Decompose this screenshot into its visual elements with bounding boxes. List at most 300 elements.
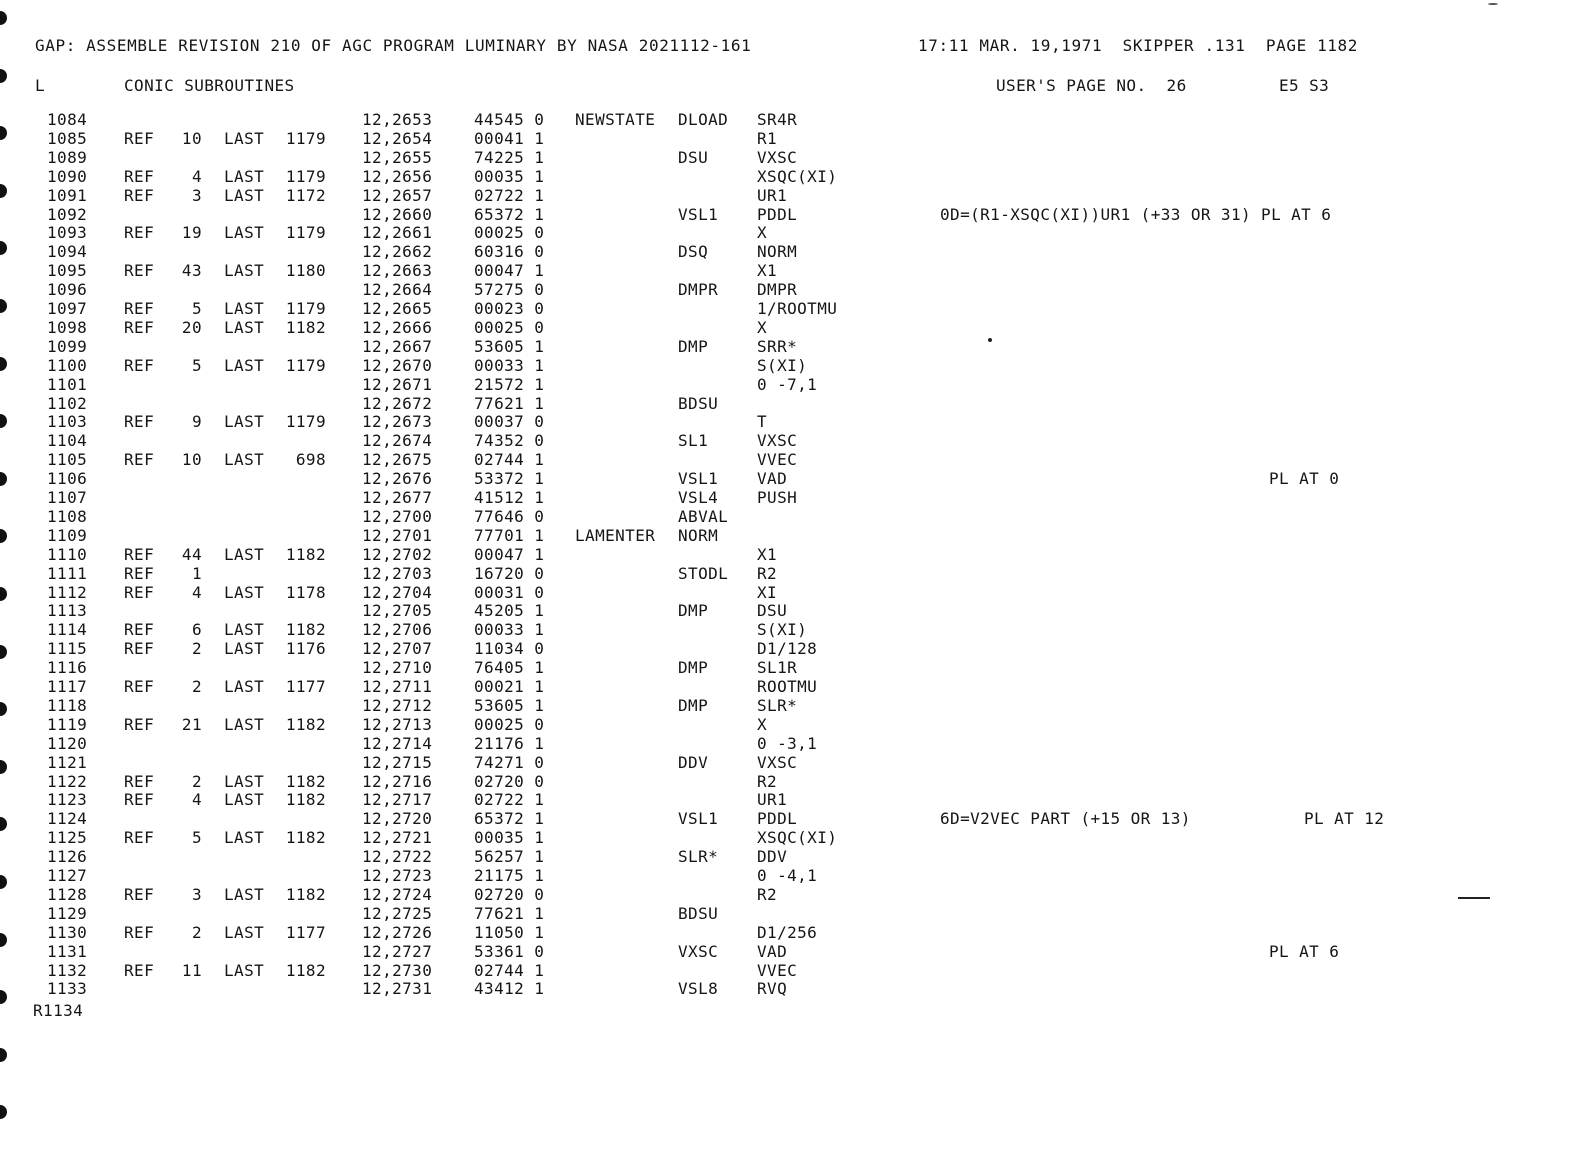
- binder-hole: [0, 645, 7, 659]
- sheet-code: E5 S3: [1279, 76, 1330, 95]
- opcode: DMP: [678, 336, 709, 356]
- ref-keyword: REF: [124, 450, 155, 470]
- memory-address: 12,2725: [362, 903, 433, 923]
- octal-word: 00025 0: [474, 714, 545, 734]
- operand: 0 -4,1: [757, 866, 818, 885]
- binder-hole: [0, 241, 7, 255]
- ref-count: 5: [191, 299, 202, 318]
- memory-address: 12,2677: [362, 488, 433, 507]
- last-page: 1179: [285, 128, 326, 148]
- line-number: 1131: [47, 941, 88, 961]
- symbol-label: NEWSTATE: [575, 110, 656, 129]
- ref-count: 3: [191, 185, 202, 205]
- line-number: 1095: [47, 261, 88, 281]
- octal-word: 16720 0: [474, 563, 545, 583]
- opcode: ABVAL: [678, 506, 729, 526]
- opcode: BDSU: [678, 903, 719, 923]
- symbol-label: LAMENTER: [575, 525, 656, 545]
- binder-hole: [0, 299, 7, 313]
- last-page: 698: [295, 450, 326, 470]
- opcode: STODL: [678, 563, 729, 583]
- ref-keyword: REF: [124, 317, 155, 337]
- octal-word: 02722 1: [474, 790, 545, 810]
- last-keyword: LAST: [224, 299, 265, 318]
- binder-hole: [0, 11, 7, 25]
- ref-count: 10: [181, 450, 202, 470]
- last-keyword: LAST: [224, 828, 265, 848]
- octal-word: 53372 1: [474, 469, 545, 489]
- operand: X: [757, 714, 768, 734]
- line-number: 1129: [47, 903, 88, 923]
- user-page-number: USER'S PAGE NO. 26: [996, 76, 1187, 95]
- last-page: 1179: [285, 223, 326, 243]
- line-number: 1133: [47, 979, 88, 999]
- operand: SL1R: [757, 658, 798, 678]
- operand: VXSC: [757, 752, 798, 772]
- memory-address: 12,2730: [362, 960, 433, 980]
- memory-address: 12,2707: [362, 639, 433, 659]
- line-number: 1113: [47, 601, 88, 621]
- end-line-marker: R1134: [33, 1001, 84, 1020]
- octal-word: 77621 1: [474, 903, 545, 923]
- speck: [988, 338, 992, 342]
- line-number: 1111: [47, 563, 88, 583]
- line-number: 1118: [47, 695, 88, 715]
- line-number: 1104: [47, 431, 88, 451]
- operand: VVEC: [757, 960, 798, 980]
- operand: PDDL: [757, 809, 798, 829]
- last-page: 1172: [285, 185, 326, 205]
- last-keyword: LAST: [224, 261, 265, 281]
- octal-word: 76405 1: [474, 658, 545, 678]
- pushlist-note: PL AT 12: [1304, 809, 1385, 829]
- memory-address: 12,2724: [362, 884, 433, 904]
- last-keyword: LAST: [224, 166, 265, 186]
- octal-word: 00033 1: [474, 355, 545, 375]
- opcode: DLOAD: [678, 110, 729, 129]
- binder-hole: [0, 933, 7, 947]
- line-number: 1114: [47, 620, 88, 640]
- ref-count: 44: [181, 544, 202, 564]
- last-page: 1182: [285, 960, 326, 980]
- octal-word: 00041 1: [474, 128, 545, 148]
- line-number: 1110: [47, 544, 88, 564]
- operand: SR4R: [757, 110, 798, 129]
- octal-word: 00035 1: [474, 828, 545, 848]
- line-number: 1102: [47, 393, 88, 413]
- memory-address: 12,2656: [362, 166, 433, 186]
- section-title: CONIC SUBROUTINES: [124, 76, 295, 95]
- operand: DDV: [757, 847, 788, 867]
- ref-count: 6: [191, 620, 202, 640]
- binder-hole: [0, 817, 7, 831]
- ref-keyword: REF: [124, 185, 155, 205]
- octal-word: 74225 1: [474, 147, 545, 167]
- line-number: 1126: [47, 847, 88, 867]
- memory-address: 12,2705: [362, 601, 433, 621]
- octal-word: 00025 0: [474, 223, 545, 243]
- ref-count: 4: [191, 582, 202, 602]
- line-number: 1124: [47, 809, 88, 829]
- line-number: 1130: [47, 922, 88, 942]
- binder-hole: [0, 990, 7, 1004]
- last-page: 1182: [285, 884, 326, 904]
- memory-address: 12,2716: [362, 771, 433, 791]
- octal-word: 21572 1: [474, 374, 545, 394]
- octal-word: 45205 1: [474, 601, 545, 621]
- opcode: SLR*: [678, 847, 719, 867]
- ref-count: 10: [181, 128, 202, 148]
- line-number: 1094: [47, 242, 88, 262]
- operand: D1/128: [757, 639, 818, 659]
- ref-keyword: REF: [124, 582, 155, 602]
- operand: VAD: [757, 469, 788, 489]
- last-page: 1182: [285, 771, 326, 791]
- operand: VXSC: [757, 431, 798, 451]
- octal-word: 21176 1: [474, 733, 545, 753]
- binder-hole: [0, 126, 7, 140]
- operand: NORM: [757, 242, 798, 262]
- octal-word: 02720 0: [474, 771, 545, 791]
- operand: SRR*: [757, 336, 798, 356]
- memory-address: 12,2721: [362, 828, 433, 848]
- last-page: 1182: [285, 620, 326, 640]
- ref-keyword: REF: [124, 884, 155, 904]
- ref-keyword: REF: [124, 639, 155, 659]
- line-number: 1092: [47, 204, 88, 224]
- ref-count: 5: [191, 355, 202, 375]
- octal-word: 00047 1: [474, 544, 545, 564]
- line-number: 1119: [47, 714, 88, 734]
- operand: R2: [757, 884, 778, 904]
- operand: R2: [757, 771, 778, 791]
- operand: RVQ: [757, 979, 788, 999]
- operand: 0 -7,1: [757, 374, 818, 394]
- memory-address: 12,2723: [362, 866, 433, 885]
- ref-keyword: REF: [124, 620, 155, 640]
- memory-address: 12,2727: [362, 941, 433, 961]
- memory-address: 12,2670: [362, 355, 433, 375]
- octal-word: 00035 1: [474, 166, 545, 186]
- last-page: 1178: [285, 582, 326, 602]
- binder-hole: [0, 414, 7, 428]
- memory-address: 12,2717: [362, 790, 433, 810]
- last-keyword: LAST: [224, 317, 265, 337]
- ref-count: 11: [181, 960, 202, 980]
- octal-word: 43412 1: [474, 979, 545, 999]
- memory-address: 12,2706: [362, 620, 433, 640]
- opcode: DDV: [678, 752, 709, 772]
- last-page: 1179: [285, 166, 326, 186]
- operand: X1: [757, 544, 778, 564]
- memory-address: 12,2726: [362, 922, 433, 942]
- line-number: 1101: [47, 374, 88, 394]
- ref-keyword: REF: [124, 261, 155, 281]
- line-number: 1120: [47, 733, 88, 753]
- margin-mark: [1458, 897, 1490, 899]
- line-number: 1093: [47, 223, 88, 243]
- last-page: 1179: [285, 355, 326, 375]
- line-number: 1109: [47, 525, 88, 545]
- ref-count: 43: [181, 261, 202, 281]
- octal-word: 65372 1: [474, 204, 545, 224]
- line-number: 1125: [47, 828, 88, 848]
- header-assembly-line: GAP: ASSEMBLE REVISION 210 OF AGC PROGRAM LUMINARY BY NASA 2021112-161: [35, 36, 752, 55]
- opcode: DMP: [678, 658, 709, 678]
- line-number: 1098: [47, 317, 88, 337]
- opcode: VSL4: [678, 488, 719, 507]
- line-number: 1117: [47, 677, 88, 696]
- comment: 0D=(R1-XSQC(XI))UR1 (+33 OR 31) PL AT 6: [940, 204, 1332, 224]
- comment: 6D=V2VEC PART (+15 OR 13): [940, 809, 1191, 829]
- operand: UR1: [757, 185, 788, 205]
- line-number: 1123: [47, 790, 88, 810]
- line-number: 1121: [47, 752, 88, 772]
- ref-keyword: REF: [124, 563, 155, 583]
- octal-word: 41512 1: [474, 488, 545, 507]
- ref-keyword: REF: [124, 828, 155, 848]
- last-keyword: LAST: [224, 714, 265, 734]
- octal-word: 00037 0: [474, 412, 545, 432]
- operand: UR1: [757, 790, 788, 810]
- last-keyword: LAST: [224, 922, 265, 942]
- octal-word: 74352 0: [474, 431, 545, 451]
- last-keyword: LAST: [224, 450, 265, 470]
- last-keyword: LAST: [224, 544, 265, 564]
- line-number: 1091: [47, 185, 88, 205]
- last-page: 1182: [285, 828, 326, 848]
- binder-hole: [0, 184, 7, 198]
- line-number: 1127: [47, 866, 88, 885]
- last-page: 1182: [285, 790, 326, 810]
- memory-address: 12,2667: [362, 336, 433, 356]
- operand: XSQC(XI): [757, 828, 838, 848]
- octal-word: 21175 1: [474, 866, 545, 885]
- binder-hole: [0, 875, 7, 889]
- memory-address: 12,2715: [362, 752, 433, 772]
- last-keyword: LAST: [224, 639, 265, 659]
- ref-count: 4: [191, 166, 202, 186]
- binder-hole: [0, 1105, 7, 1119]
- operand: XI: [757, 582, 778, 602]
- memory-address: 12,2665: [362, 299, 433, 318]
- line-number: 1099: [47, 336, 88, 356]
- binder-hole: [0, 760, 7, 774]
- octal-word: 77621 1: [474, 393, 545, 413]
- last-page: 1176: [285, 639, 326, 659]
- opcode: VSL8: [678, 979, 719, 999]
- memory-address: 12,2714: [362, 733, 433, 753]
- speck: [1488, 3, 1498, 5]
- memory-address: 12,2655: [362, 147, 433, 167]
- line-number: 1103: [47, 412, 88, 432]
- last-page: 1182: [285, 714, 326, 734]
- last-page: 1180: [285, 261, 326, 281]
- line-number: 1116: [47, 658, 88, 678]
- memory-address: 12,2653: [362, 110, 433, 129]
- header-flag: L: [35, 76, 46, 95]
- memory-address: 12,2654: [362, 128, 433, 148]
- ref-keyword: REF: [124, 922, 155, 942]
- ref-count: 5: [191, 828, 202, 848]
- octal-word: 00021 1: [474, 677, 545, 696]
- line-number: 1106: [47, 469, 88, 489]
- pushlist-note: PL AT 6: [1269, 941, 1340, 961]
- line-number: 1100: [47, 355, 88, 375]
- last-keyword: LAST: [224, 960, 265, 980]
- memory-address: 12,2711: [362, 677, 433, 696]
- operand: DMPR: [757, 280, 798, 300]
- operand: DSU: [757, 601, 788, 621]
- line-number: 1115: [47, 639, 88, 659]
- memory-address: 12,2674: [362, 431, 433, 451]
- ref-keyword: REF: [124, 790, 155, 810]
- last-keyword: LAST: [224, 223, 265, 243]
- opcode: VSL1: [678, 204, 719, 224]
- last-page: 1179: [285, 412, 326, 432]
- opcode: DSQ: [678, 242, 709, 262]
- ref-keyword: REF: [124, 544, 155, 564]
- operand: SLR*: [757, 695, 798, 715]
- memory-address: 12,2671: [362, 374, 433, 394]
- ref-keyword: REF: [124, 771, 155, 791]
- operand: X1: [757, 261, 778, 281]
- octal-word: 00047 1: [474, 261, 545, 281]
- ref-count: 9: [191, 412, 202, 432]
- operand: D1/256: [757, 922, 818, 942]
- ref-count: 19: [181, 223, 202, 243]
- memory-address: 12,2701: [362, 525, 433, 545]
- line-number: 1097: [47, 299, 88, 318]
- binder-hole: [0, 69, 7, 83]
- operand: R2: [757, 563, 778, 583]
- ref-count: 1: [191, 563, 202, 583]
- memory-address: 12,2720: [362, 809, 433, 829]
- last-keyword: LAST: [224, 790, 265, 810]
- last-keyword: LAST: [224, 884, 265, 904]
- line-number: 1105: [47, 450, 88, 470]
- memory-address: 12,2663: [362, 261, 433, 281]
- memory-address: 12,2700: [362, 506, 433, 526]
- ref-count: 2: [191, 771, 202, 791]
- last-keyword: LAST: [224, 185, 265, 205]
- ref-keyword: REF: [124, 299, 155, 318]
- ref-keyword: REF: [124, 166, 155, 186]
- line-number: 1107: [47, 488, 88, 507]
- line-number: 1108: [47, 506, 88, 526]
- operand: PDDL: [757, 204, 798, 224]
- octal-word: 77646 0: [474, 506, 545, 526]
- binder-hole: [0, 357, 7, 371]
- last-keyword: LAST: [224, 128, 265, 148]
- operand: X: [757, 317, 768, 337]
- binder-hole: [0, 472, 7, 486]
- octal-word: 00031 0: [474, 582, 545, 602]
- ref-count: 4: [191, 790, 202, 810]
- memory-address: 12,2660: [362, 204, 433, 224]
- memory-address: 12,2703: [362, 563, 433, 583]
- opcode: VXSC: [678, 941, 719, 961]
- operand: VXSC: [757, 147, 798, 167]
- ref-count: 2: [191, 639, 202, 659]
- opcode: NORM: [678, 525, 719, 545]
- operand: S(XI): [757, 355, 808, 375]
- octal-word: 11050 1: [474, 922, 545, 942]
- last-keyword: LAST: [224, 620, 265, 640]
- memory-address: 12,2673: [362, 412, 433, 432]
- memory-address: 12,2672: [362, 393, 433, 413]
- line-number: 1084: [47, 110, 88, 129]
- binder-hole: [0, 587, 7, 601]
- operand: ROOTMU: [757, 677, 818, 696]
- ref-count: 2: [191, 922, 202, 942]
- memory-address: 12,2675: [362, 450, 433, 470]
- memory-address: 12,2662: [362, 242, 433, 262]
- octal-word: 60316 0: [474, 242, 545, 262]
- octal-word: 00023 0: [474, 299, 545, 318]
- last-keyword: LAST: [224, 412, 265, 432]
- memory-address: 12,2722: [362, 847, 433, 867]
- memory-address: 12,2657: [362, 185, 433, 205]
- binder-hole: [0, 702, 7, 716]
- octal-word: 02744 1: [474, 450, 545, 470]
- ref-count: 2: [191, 677, 202, 696]
- ref-keyword: REF: [124, 960, 155, 980]
- ref-count: 3: [191, 884, 202, 904]
- octal-word: 65372 1: [474, 809, 545, 829]
- memory-address: 12,2666: [362, 317, 433, 337]
- last-keyword: LAST: [224, 677, 265, 696]
- opcode: DSU: [678, 147, 709, 167]
- binder-hole: [0, 1048, 7, 1062]
- operand: S(XI): [757, 620, 808, 640]
- ref-keyword: REF: [124, 223, 155, 243]
- octal-word: 11034 0: [474, 639, 545, 659]
- ref-count: 21: [181, 714, 202, 734]
- ref-keyword: REF: [124, 128, 155, 148]
- line-number: 1085: [47, 128, 88, 148]
- memory-address: 12,2661: [362, 223, 433, 243]
- operand: XSQC(XI): [757, 166, 838, 186]
- pushlist-note: PL AT 0: [1269, 469, 1340, 489]
- opcode: DMP: [678, 695, 709, 715]
- line-number: 1112: [47, 582, 88, 602]
- last-page: 1179: [285, 299, 326, 318]
- octal-word: 02744 1: [474, 960, 545, 980]
- ref-keyword: REF: [124, 677, 155, 696]
- octal-word: 56257 1: [474, 847, 545, 867]
- last-page: 1182: [285, 317, 326, 337]
- operand: VAD: [757, 941, 788, 961]
- octal-word: 00033 1: [474, 620, 545, 640]
- operand: PUSH: [757, 488, 798, 507]
- operand: R1: [757, 128, 778, 148]
- line-number: 1128: [47, 884, 88, 904]
- ref-keyword: REF: [124, 355, 155, 375]
- operand: 0 -3,1: [757, 733, 818, 753]
- line-number: 1096: [47, 280, 88, 300]
- memory-address: 12,2713: [362, 714, 433, 734]
- line-number: 1089: [47, 147, 88, 167]
- octal-word: 57275 0: [474, 280, 545, 300]
- last-keyword: LAST: [224, 582, 265, 602]
- ref-keyword: REF: [124, 714, 155, 734]
- memory-address: 12,2676: [362, 469, 433, 489]
- ref-count: 20: [181, 317, 202, 337]
- ref-keyword: REF: [124, 412, 155, 432]
- last-keyword: LAST: [224, 771, 265, 791]
- octal-word: 02720 0: [474, 884, 545, 904]
